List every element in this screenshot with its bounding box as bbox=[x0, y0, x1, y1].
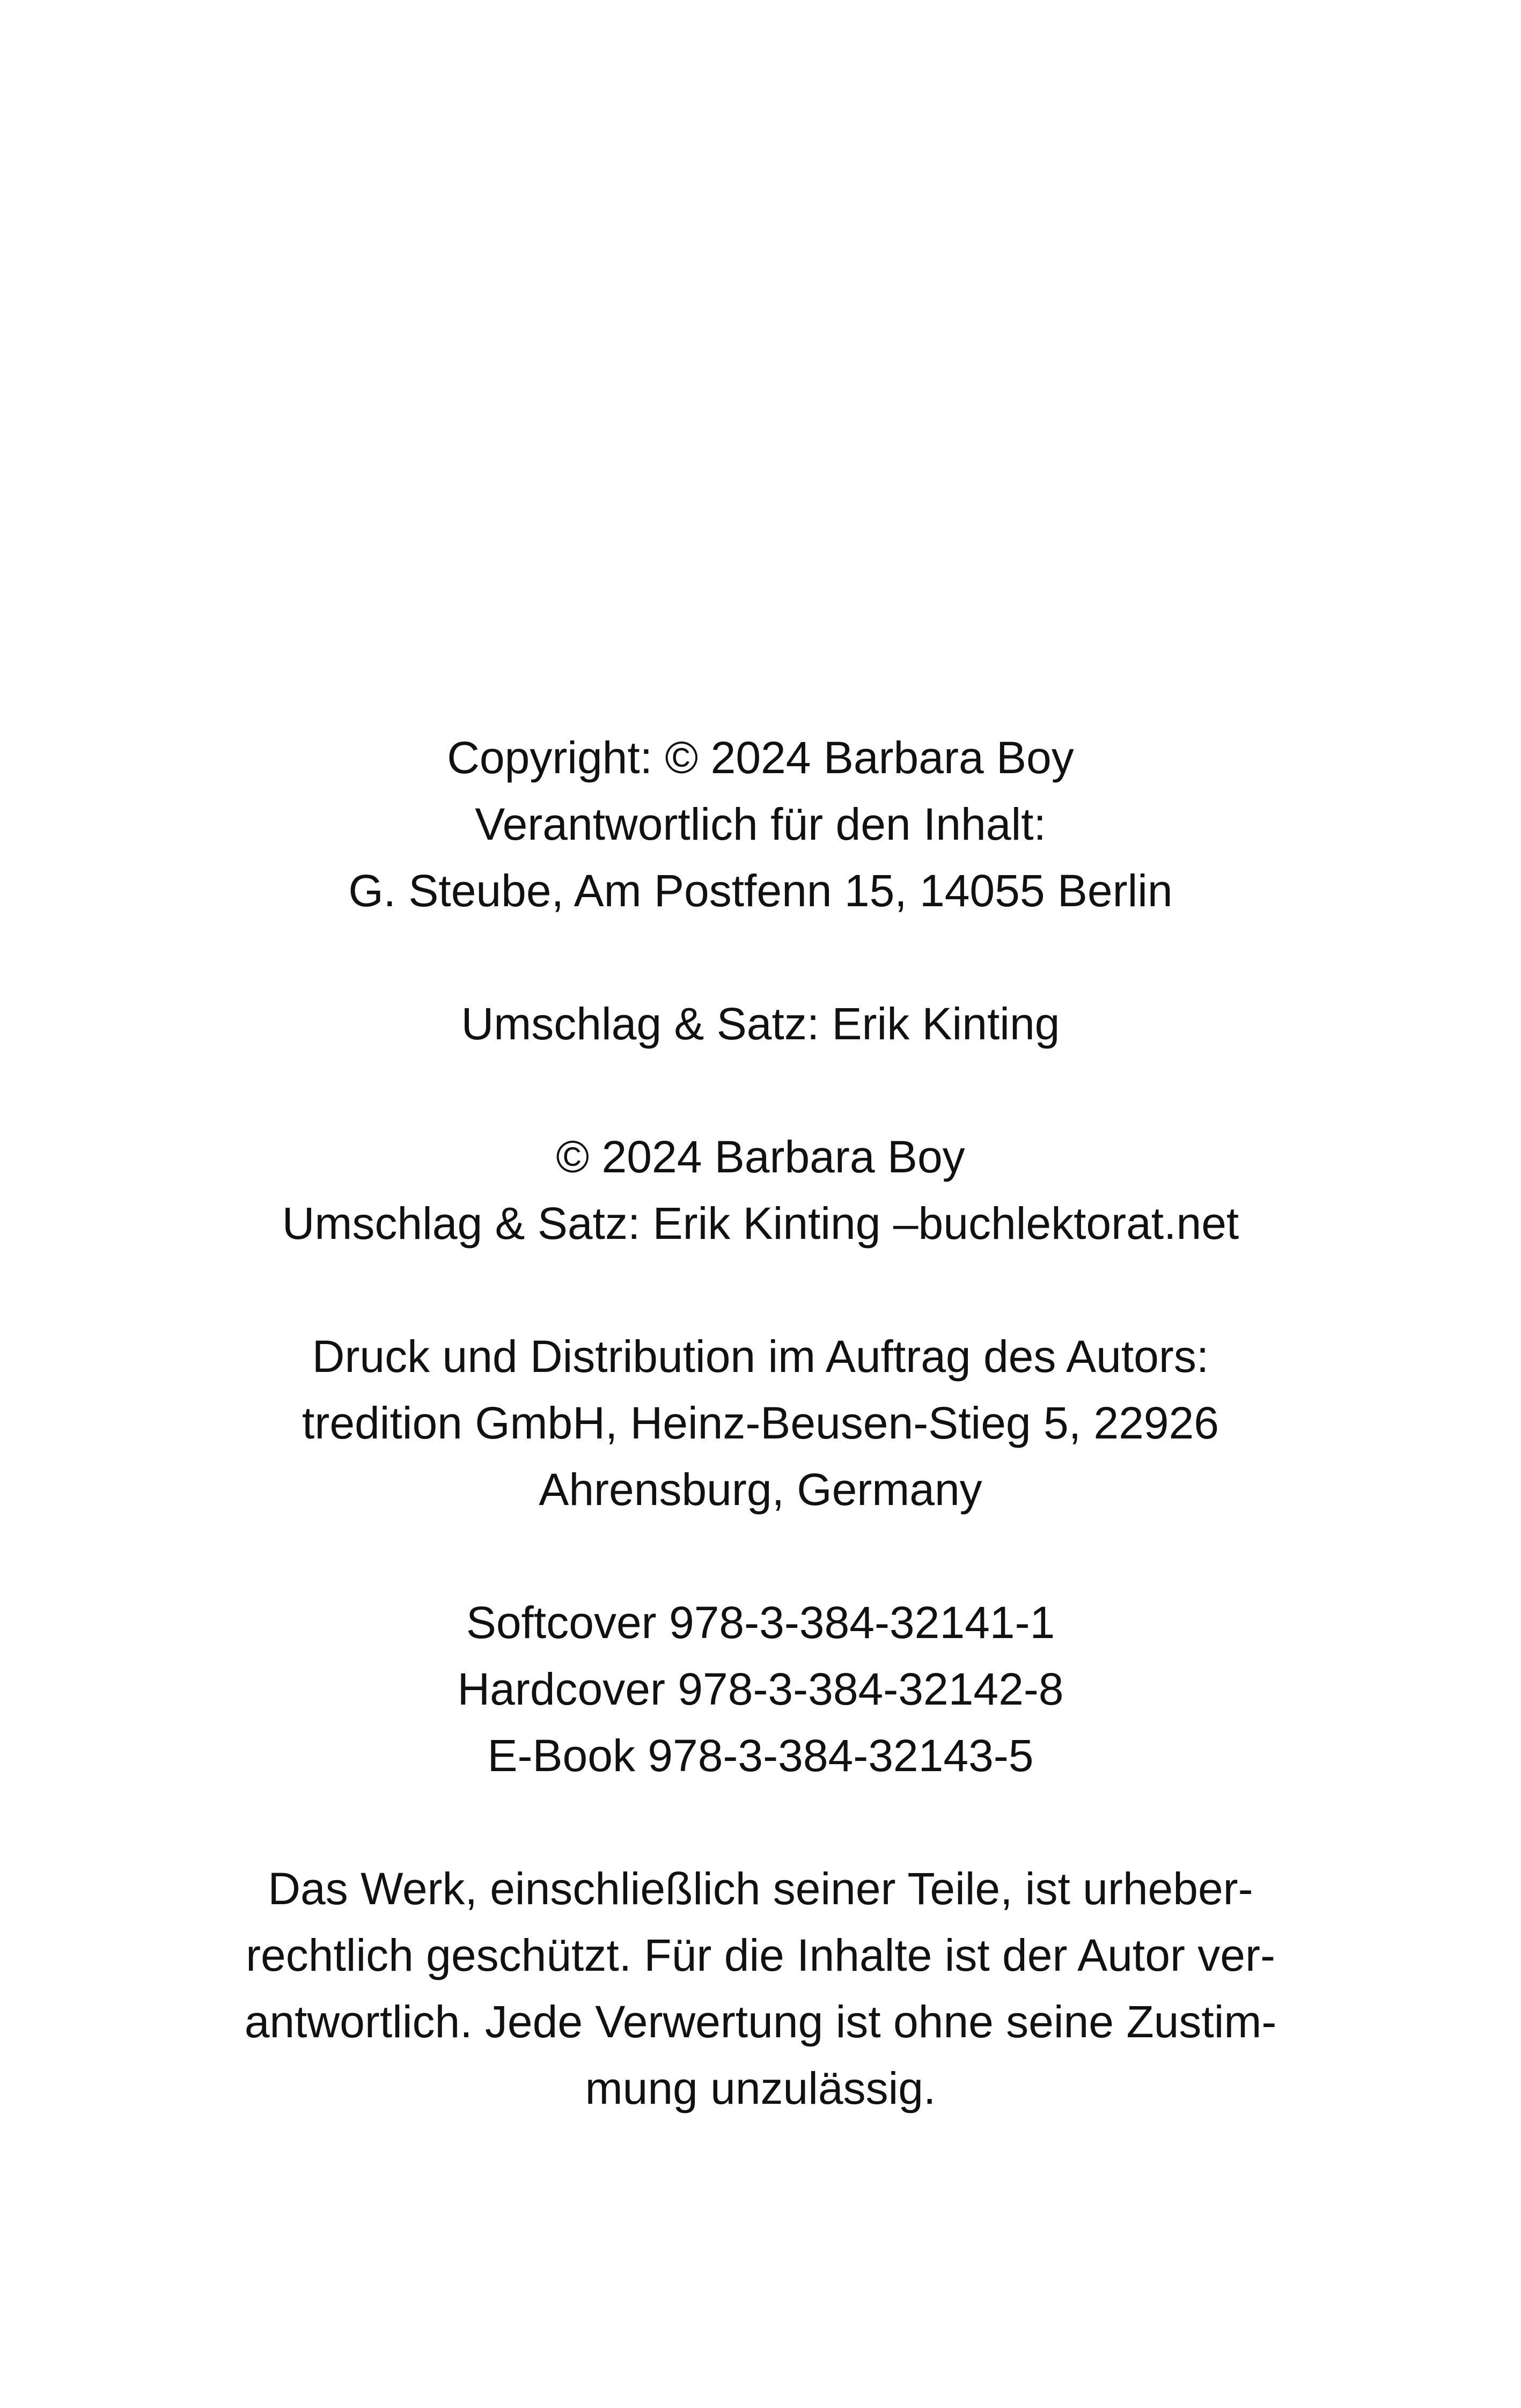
rights-notice-line-4: mung unzulässig. bbox=[585, 2063, 936, 2113]
print-distribution-label: Druck und Distribution im Auftrag des Autors: bbox=[312, 1331, 1209, 1382]
print-distribution-block bbox=[0, 1323, 1521, 1523]
publisher-address-line-1: tredition GmbH, Heinz-Beusen-Stieg 5, 22926 bbox=[302, 1398, 1219, 1448]
isbn-softcover: Softcover 978-3-384-32141-1 bbox=[466, 1597, 1055, 1648]
responsible-address: G. Steube, Am Postfenn 15, 14055 Berlin bbox=[348, 865, 1173, 916]
publisher-address-line-2: Ahrensburg, Germany bbox=[539, 1464, 982, 1515]
cover-credit-line: Umschlag & Satz: Erik Kinting bbox=[461, 999, 1060, 1049]
repeat-copyright-line: © 2024 Barbara Boy bbox=[556, 1132, 965, 1182]
rights-notice-block bbox=[0, 1855, 1521, 2121]
imprint-page bbox=[0, 724, 1521, 2121]
copyright-block bbox=[0, 724, 1521, 924]
responsibility-label: Verantwortlich für den Inhalt: bbox=[475, 799, 1046, 849]
cover-credit-block bbox=[0, 990, 1521, 1057]
rights-notice-line-3: antwortlich. Jede Verwertung ist ohne seine Zustim- bbox=[244, 1996, 1277, 2047]
rights-notice-line-1: Das Werk, einschließlich seiner Teile, ist urheber- bbox=[268, 1863, 1253, 1914]
repeat-copyright-block bbox=[0, 1124, 1521, 1257]
isbn-hardcover: Hardcover 978-3-384-32142-8 bbox=[457, 1664, 1064, 1714]
isbn-block bbox=[0, 1589, 1521, 1789]
repeat-cover-credit-line: Umschlag & Satz: Erik Kinting –buchlektorat.net bbox=[282, 1198, 1239, 1249]
copyright-line: Copyright: © 2024 Barbara Boy bbox=[447, 732, 1074, 783]
rights-notice-line-2: rechtlich geschützt. Für die Inhalte ist der Autor ver- bbox=[246, 1930, 1275, 1980]
isbn-ebook: E-Book 978-3-384-32143-5 bbox=[487, 1730, 1034, 1781]
